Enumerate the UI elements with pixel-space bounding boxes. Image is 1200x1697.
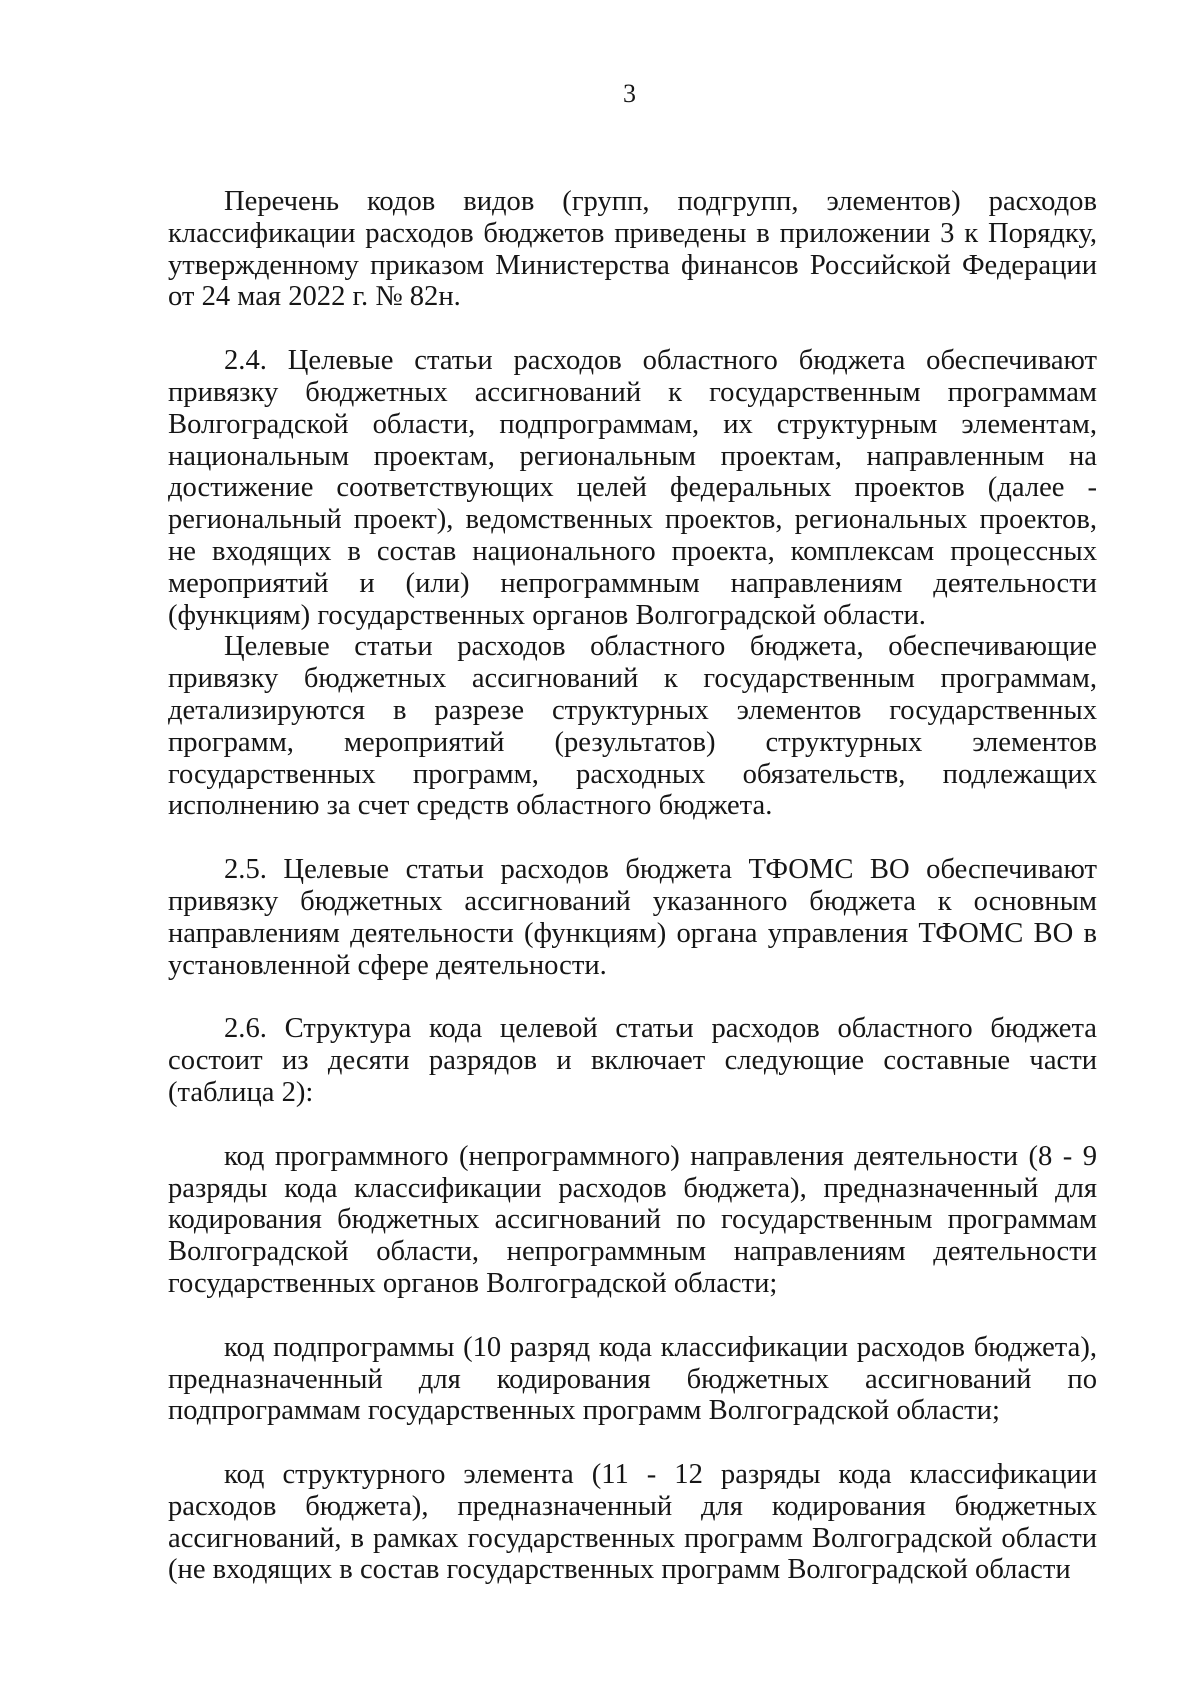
paragraph-2-5: 2.5. Целевые статьи расходов бюджета ТФОМС ВО обеспечивают привязку бюджетных ассигнований указанного бюджета к основным направлениям деятельности (функциям) органа управления ТФОМС ВО в установленной сфере деятельности.	[168, 854, 1097, 981]
document-body	[168, 186, 1097, 1586]
page-number: 3	[623, 79, 636, 108]
paragraph-2-4-detail: Целевые статьи расходов областного бюджета, обеспечивающие привязку бюджетных ассигнований к государственным программам, детализируются в разрезе структурных элементов государственных программ, мероприятий (результатов) структурных элементов государственных программ, расходных обязательств, подлежащих исполнению за счет средств областного бюджета.	[168, 631, 1097, 822]
paragraph-program-code: код программного (непрограммного) направления деятельности (8 - 9 разряды кода классификации расходов бюджета), предназначенный для кодирования бюджетных ассигнований по государственным программам Волгоградской области, непрограммным направлениям деятельности государственных органов Волгоградской области;	[168, 1140, 1097, 1299]
paragraph-structural-element-code: код структурного элемента (11 - 12 разряды кода классификации расходов бюджета), предназначенный для кодирования бюджетных ассигнований, в рамках государственных программ Волгоградской области (не входящих в состав государственных программ Волгоградской области	[168, 1459, 1097, 1586]
paragraph-subprogram-code: код подпрограммы (10 разряд кода классификации расходов бюджета), предназначенный для кодирования бюджетных ассигнований по подпрограммам государственных программ Волгоградской области;	[168, 1331, 1097, 1427]
paragraph-expense-type-codes: Перечень кодов видов (групп, подгрупп, элементов) расходов классификации расходов бюджетов приведены в приложении 3 к Порядку, утвержденному приказом Министерства финансов Российской Федерации от 24 мая 2022 г. № 82н.	[168, 186, 1097, 313]
paragraph-2-6: 2.6. Структура кода целевой статьи расходов областного бюджета состоит из десяти разрядов и включает следующие составные части (таблица 2):	[168, 1013, 1097, 1108]
paragraph-2-4: 2.4. Целевые статьи расходов областного бюджета обеспечивают привязку бюджетных ассигнований к государственным программам Волгоградской области, подпрограммам, их структурным элементам, национальным проектам, региональным проектам, направленным на достижение соответствующих целей федеральных проектов (далее - региональный проект), ведомственных проектов, региональных проектов, не входящих в состав национального проекта, комплексам процессных мероприятий и (или) непрограммным направлениям деятельности (функциям) государственных органов Волгоградской области.	[168, 345, 1097, 631]
